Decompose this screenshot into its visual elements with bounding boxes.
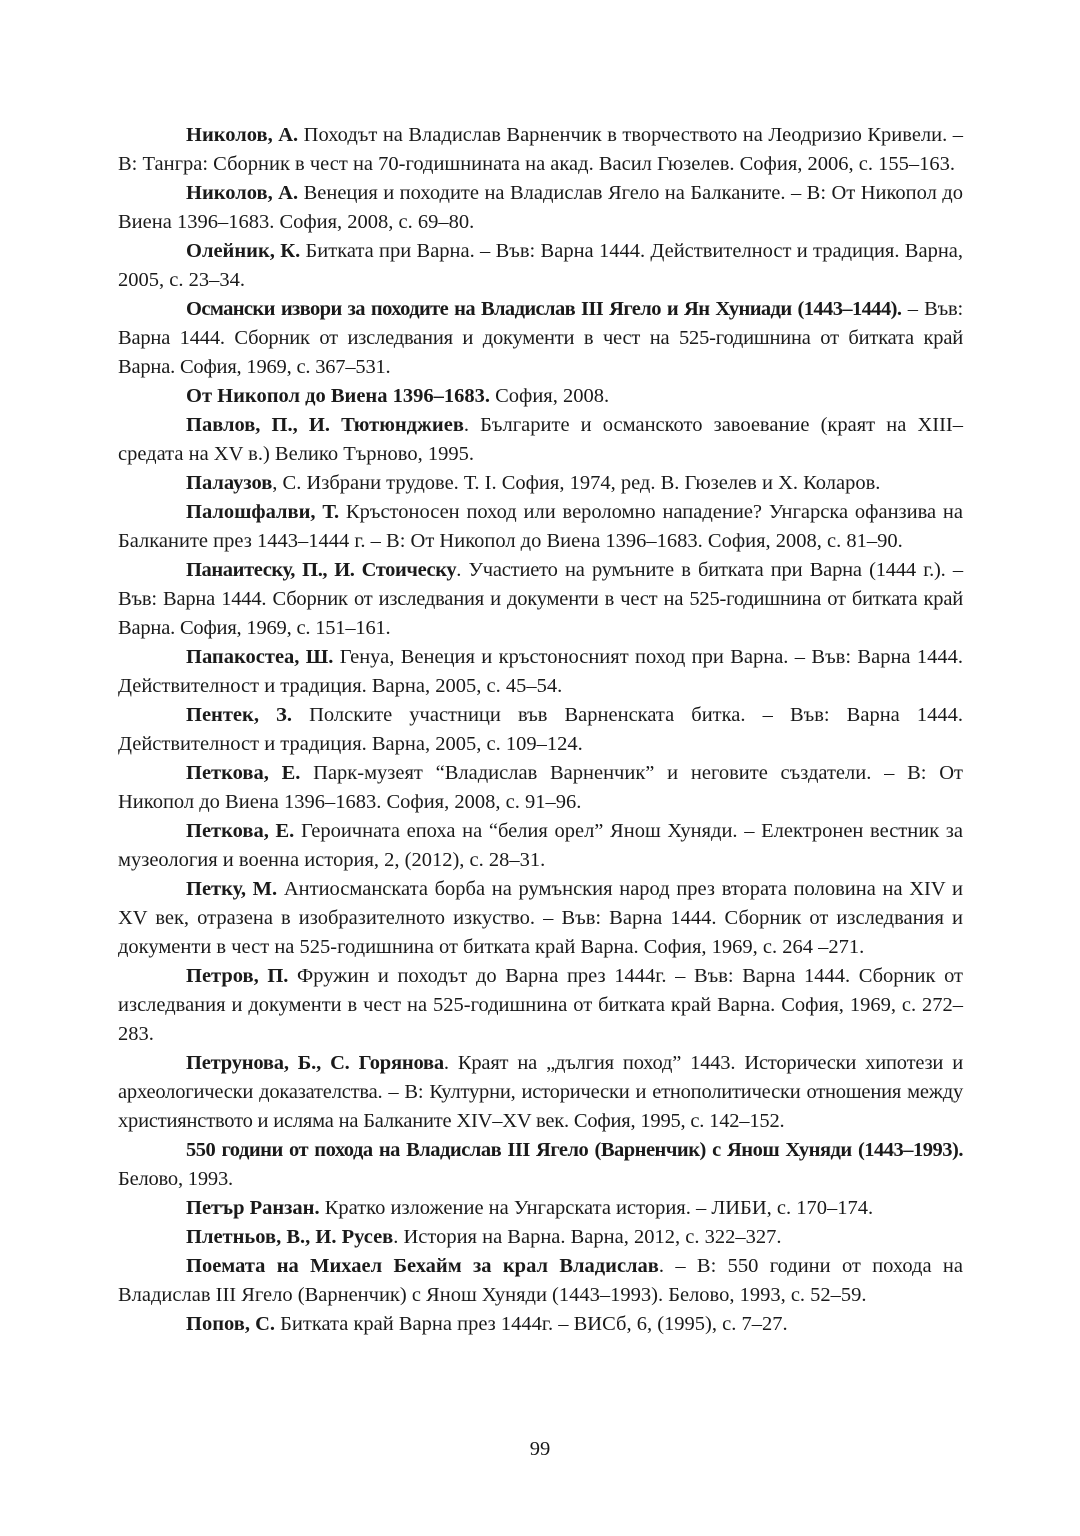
bibliography-entry (118, 962, 963, 1049)
bibliography-entry (118, 1049, 963, 1136)
entry-text: Генуа, Венеция и кръстоносният поход при Варна. – Във: Варна 1444. Действителност и традиция. Варна, 2005, с. 45–54. (118, 646, 964, 697)
entry-text: . История на Варна. Варна, 2012, с. 322–327. (393, 1226, 782, 1248)
entry-text: Кратко изложение на Унгарската история. – ЛИБИ, с. 170–174. (319, 1197, 874, 1219)
entry-author: Папакостеа, Ш. (186, 646, 334, 668)
bibliography-entry (118, 556, 963, 643)
entry-text: . Българите и османското завоевание (краят на XIII–средата на XV в.) Велико Търново, 1995. (118, 414, 963, 465)
entry-text: . Участието на румъните в битката при Варна (1444 г.). – Във: Варна 1444. Сборник от изследвания и документи в чест на 525-годишнина от битката край Варна. София, 1969, с. 151–161. (118, 559, 963, 639)
bibliography-entry (118, 179, 963, 237)
entry-text: . – В: 550 години от похода на Владислав III Ягело (Варненчик) с Янош Хуняди (1443–1993). Белово, 1993, с. 52–59. (118, 1255, 963, 1306)
bibliography-entry (118, 1223, 963, 1252)
entry-text: Битката при Варна. – Във: Варна 1444. Действителност и традиция. Варна, 2005, с. 23–34. (118, 240, 964, 291)
entry-text: Полските участници във Варненската битка. – Във: Варна 1444. Действителност и традиция. Варна, 2005, с. 109–124. (118, 704, 963, 755)
bibliography-entry (118, 1136, 963, 1194)
bibliography-entry (118, 498, 963, 556)
entry-text: Парк-музеят “Владислав Варненчик” и неговите създатели. – В: От Никопол до Виена 1396–1683. София, 2008, с. 91–96. (118, 762, 963, 813)
entry-text: Походът на Владислав Варненчик в творчеството на Леодризио Кривели. – В: Тангра: Сборник в чест на 70-годишнината на акад. Васил Гюзелев. София, 2006, с. 155–163. (118, 124, 963, 175)
entry-text: Фружин и походът до Варна през 1444г. – Във: Варна 1444. Сборник от изследвания и документи в чест на 525-годишнина от битката край Варна. София, 1969, с. 272–283. (118, 965, 964, 1045)
bibliography-entry (118, 701, 963, 759)
entry-author: Николов, А. (186, 124, 299, 146)
entry-text: . Краят на „дългия поход” 1443. Исторически хипотези и археологически доказателства. – В: Културни, исторически и етнополитически отношения между християнството и исляма на Балканите XIV–XV век. София, 1995, с. 142–152. (118, 1052, 963, 1132)
entry-text: , С. Избрани трудове. Т. I. София, 1974, ред. В. Гюзелев и Х. Коларов. (272, 472, 881, 494)
bibliography-entry (118, 1310, 963, 1339)
entry-text: Битката край Варна през 1444г. – ВИСб, 6, (1995), с. 7–27. (275, 1313, 788, 1335)
entry-author: Петкова, Е. (186, 762, 301, 784)
bibliography-entry (118, 382, 963, 411)
page-number: 99 (529, 1438, 551, 1460)
entry-author: От Никопол до Виена 1396–1683. (186, 385, 490, 407)
entry-text: Антиосманската борба на румънския народ през втората половина на XIV и XV век, отразена в изобразителното изкуство. – Във: Варна 1444. Сборник от изследвания и документи в чест на 525-годишнина от битката край Варна. София, 1969, с. 264 –271. (118, 878, 963, 958)
entry-author: Поемата на Михаел Бехайм за крал Владислав (186, 1255, 659, 1277)
bibliography-entry (118, 295, 963, 382)
entry-author: Петкова, Е. (186, 820, 295, 842)
entry-text: Героичната епоха на “белия орел” Янош Хуняди. – Електронен вестник за музеология и военна история, 2, (2012), с. 28–31. (118, 820, 963, 871)
entry-text: Белово, 1993. (118, 1168, 233, 1190)
bibliography-entry (118, 759, 963, 817)
entry-author: Палаузов (186, 472, 273, 494)
entry-author: Палошфалви, Т. (186, 501, 340, 523)
entry-text: Венеция и походите на Владислав Ягело на Балканите. – В: От Никопол до Виена 1396–1683. София, 2008, с. 69–80. (118, 182, 963, 233)
bibliography-entry (118, 237, 963, 295)
entry-author: Петку, М. (186, 878, 278, 900)
entry-author: Олейник, К. (186, 240, 301, 262)
entry-author: Плетньов, В., И. Русев (186, 1226, 394, 1248)
entry-text: София, 2008. (490, 385, 610, 407)
entry-author: Петров, П. (186, 965, 289, 987)
bibliography-entry (118, 643, 963, 701)
entry-author: Петрунова, Б., С. Горянова (186, 1052, 444, 1074)
entry-author: Пентек, З. (186, 704, 292, 726)
entry-text: – Във: Варна 1444. Сборник от изследвания и документи в чест на 525-годишнина от битката край Варна. София, 1969, с. 367–531. (118, 298, 964, 378)
entry-author: Петър Ранзан. (186, 1197, 320, 1219)
entry-author: Панаитеску, П., И. Стоическу (186, 559, 457, 581)
bibliography-entry (118, 1194, 963, 1223)
entry-author: Николов, А. (186, 182, 299, 204)
bibliography-list (118, 121, 963, 1339)
entry-author: Павлов, П., И. Тютюнджиев (186, 414, 464, 436)
bibliography-entry (118, 817, 963, 875)
entry-author: Попов, С. (186, 1313, 275, 1335)
entry-text: Кръстоносен поход или вероломно нападение? Унгарска офанзива на Балканите през 1443–1444 г. – В: От Никопол до Виена 1396–1683. София, 2008, с. 81–90. (118, 501, 963, 552)
bibliography-entry (118, 411, 963, 469)
entry-author: Османски извори за походите на Владислав III Ягело и Ян Хуниади (1443–1444). (186, 298, 902, 320)
entry-author: 550 години от похода на Владислав III Ягело (Варненчик) с Янош Хуняди (1443–1993). (186, 1139, 963, 1161)
bibliography-entry (118, 875, 963, 962)
bibliography-entry (118, 121, 963, 179)
bibliography-entry (118, 1252, 963, 1310)
bibliography-entry (118, 469, 963, 498)
